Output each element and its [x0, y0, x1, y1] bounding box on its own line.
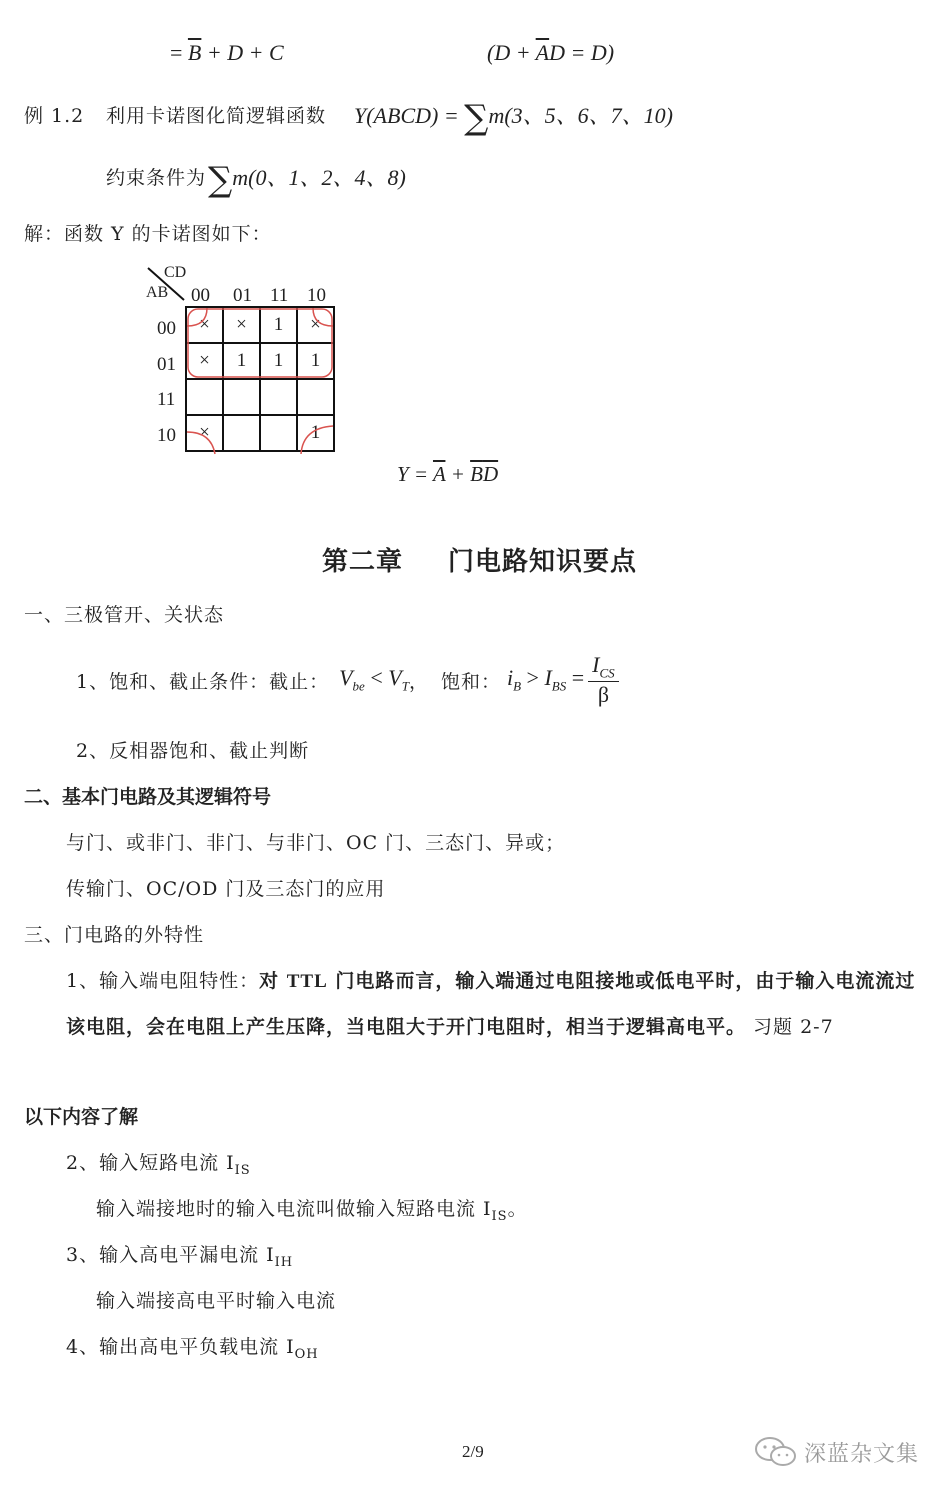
kmap-cell: × [186, 415, 223, 451]
wechat-icon [754, 1436, 798, 1468]
kmap-cell: 1 [260, 307, 297, 343]
kmap-loop-corner [301, 426, 333, 454]
learn-item-2-desc: 输入端接地时的输入电流叫做输入短路电流 $I_{IS}$。 [96, 1198, 528, 1224]
section-1-title: 一、三极管开、关状态 [24, 604, 225, 626]
kmap-cell: 1 [297, 343, 334, 379]
watermark [754, 1436, 919, 1468]
kmap-col-header: 01 [233, 285, 252, 306]
example-function: Y(ABCD) = ∑m(3、5、6、7、10) [354, 98, 673, 138]
kmap-cell: 1 [223, 343, 260, 379]
fraction-ics-beta: $\frac{I_{CS}}{\beta}$ [588, 652, 619, 708]
kmap-result: $Y = \overline{A} + \overline{B}\overline{D}$ [397, 462, 499, 486]
kmap-corner-ab: AB [146, 284, 169, 301]
page-number: 2/9 [462, 1442, 484, 1461]
kmap-corner-cd: CD [164, 264, 187, 281]
section-1-item-2: 2、反相器饱和、截止判断 [76, 740, 310, 762]
learn-item-3-desc: 输入端接高电平时输入电流 [96, 1290, 337, 1312]
kmap-cell: 1 [297, 415, 334, 451]
section-3-item-1-line-2: 该电阻，会在电阻上产生压降，当电阻大于开门电阻时，相当于逻辑高电平。 习题 2-7 [66, 1016, 834, 1038]
equation-simplified: = $\overline{B} + D + C$ [170, 40, 284, 65]
chapter-title: 门电路知识要点 [448, 547, 638, 577]
kmap-cell: × [223, 307, 260, 343]
example-text: 利用卡诺图化简逻辑函数 [106, 105, 327, 127]
constraint-formula: ∑m(0、1、2、4、8) [208, 160, 406, 200]
example-label: 例 1.2 [24, 105, 85, 127]
section-1-item-1: 1、饱和、截止条件：截止： $V_{be} < V_T$ ， 饱和： $i_B > I_{BS}$ = $\frac{I_{CS}}{\beta}$ [76, 650, 619, 710]
section-2-line-2: 传输门、OC/OD 门及三态门的应用 [66, 878, 386, 900]
learn-item-4: 4、输出高电平负载电流 $I_{OH}$ [66, 1336, 319, 1362]
section-3-item-1-line-1: 1、输入端电阻特性：对 TTL 门电路而言，输入端通过电阻接地或低电平时，由于输入电流流过 [66, 970, 916, 992]
kmap-cell: 1 [260, 343, 297, 379]
solution-text: 解：函数 Y 的卡诺图如下： [24, 223, 272, 245]
equation-identity: $(D + \overline{A}D = D)$ [487, 40, 615, 65]
section-2-title: 二、基本门电路及其逻辑符号 [24, 786, 272, 808]
kmap-col-header: 00 [191, 285, 210, 306]
kmap-cell: × [186, 343, 223, 379]
kmap-loop-corner [187, 308, 207, 326]
kmap-loops [185, 306, 337, 456]
kmap-loop-rows-00-01 [188, 309, 332, 377]
kmap-cell: × [186, 307, 223, 343]
kmap-row-header: 10 [157, 425, 176, 446]
kmap-col-header: 11 [270, 285, 289, 306]
section-3-title: 三、门电路的外特性 [24, 924, 205, 946]
section-2-line-1: 与门、或非门、非门、与非门、OC 门、三态门、异或； [66, 832, 566, 854]
constraint-text: 约束条件为 [106, 167, 207, 189]
kmap-cell: × [297, 307, 334, 343]
learn-title: 以下内容了解 [24, 1106, 139, 1128]
learn-item-2: 2、输入短路电流 $I_{IS}$ [66, 1152, 251, 1178]
kmap-row-header: 01 [157, 354, 176, 375]
kmap-loop-corner [187, 432, 215, 454]
kmap-loop-corner [313, 308, 333, 326]
chapter-number: 第二章 [322, 547, 404, 577]
kmap-row-header: 00 [157, 318, 176, 339]
kmap-col-header: 10 [307, 285, 326, 306]
watermark-text: 深蓝杂文集 [804, 1441, 920, 1467]
kmap-row-header: 11 [157, 389, 176, 410]
learn-item-3: 3、输入高电平漏电流 $I_{IH}$ [66, 1244, 294, 1270]
